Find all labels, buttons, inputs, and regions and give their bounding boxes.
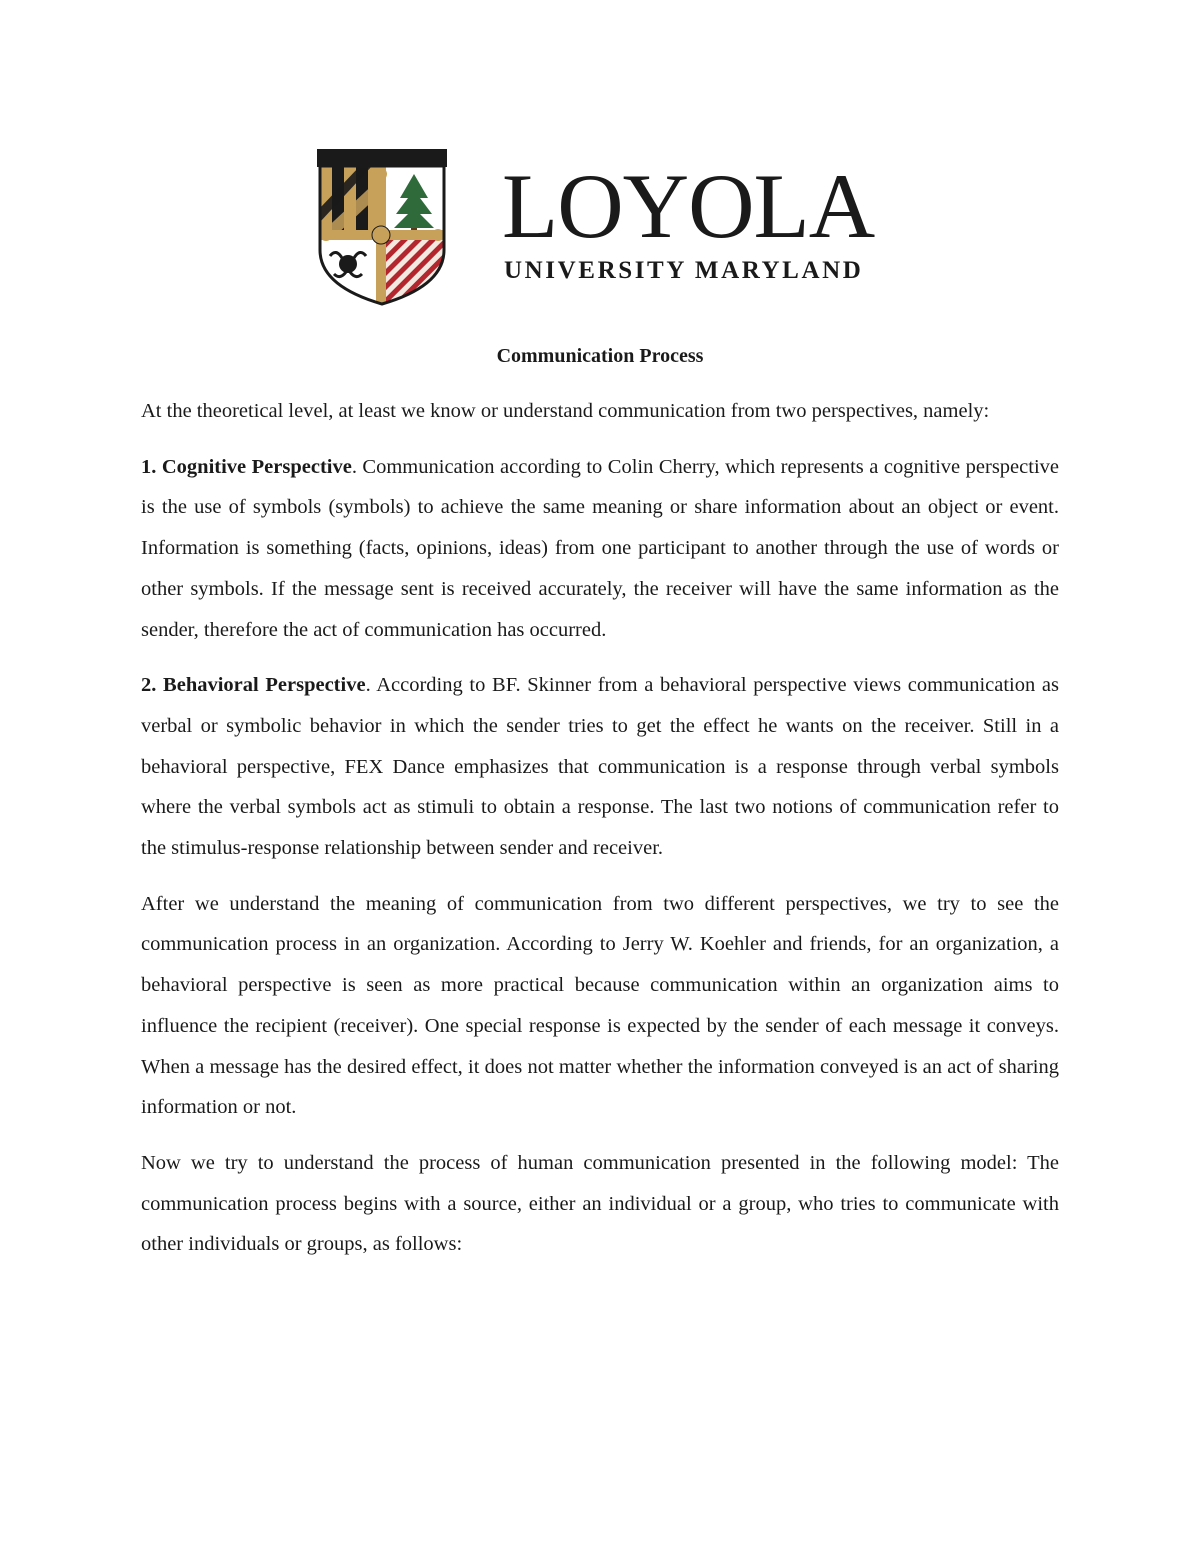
logo-title: LOYOLA <box>502 155 875 257</box>
model-paragraph: Now we try to understand the process of human communication presented in the following model: The communication process begins with a source, either an individual or a group, who tries to communicate with other individuals or groups, as follows: <box>141 1151 1059 1256</box>
cognitive-text: . Communication according to Colin Cherry, which represents a cognitive perspective is the use of symbols (symbols) to achieve the same meaning or share information about an object or event. Information is something (facts, opinions, ideas) from one participant to another through the use of words or other symbols. If the message sent is received accurately, the receiver will have the same information as the sender, therefore the act of communication has occurred. <box>141 455 1059 641</box>
behavioral-heading: 2. Behavioral Perspective <box>141 674 366 697</box>
university-logo <box>316 148 896 310</box>
logo-subtitle: UNIVERSITY MARYLAND <box>504 257 864 284</box>
logo-wordmark <box>502 155 896 300</box>
behavioral-text: . According to BF. Skinner from a behavioral perspective views communication as verbal or symbolic behavior in which the sender tries to get the effect he wants on the receiver. Still in a behavioral perspective, FEX Dance emphasizes that communication is a response through verbal symbols where the verbal symbols act as stimuli to obtain a response. The last two notions of communication refer to the stimulus-response relationship between sender and receiver. <box>141 674 1059 860</box>
document-title: Communication Process <box>496 345 704 367</box>
cognitive-heading: 1. Cognitive Perspective <box>141 455 352 478</box>
behavioral-paragraph <box>141 665 1059 869</box>
cognitive-paragraph <box>141 447 1059 651</box>
crest-icon <box>316 148 448 308</box>
document-body <box>141 391 1059 1280</box>
intro-paragraph: At the theoretical level, at least we know or understand communication from two perspectives, namely: <box>141 400 990 422</box>
organization-paragraph: After we understand the meaning of communication from two different perspectives, we try to see the communication process in an organization. According to Jerry W. Koehler and friends, for an organization, a behavioral perspective is seen as more practical because communication within an organization aims to influence the recipient (receiver). One special response is expected by the sender of each message it conveys. When a message has the desired effect, it does not matter whether the information conveyed is an act of sharing information or not. <box>141 892 1059 1119</box>
